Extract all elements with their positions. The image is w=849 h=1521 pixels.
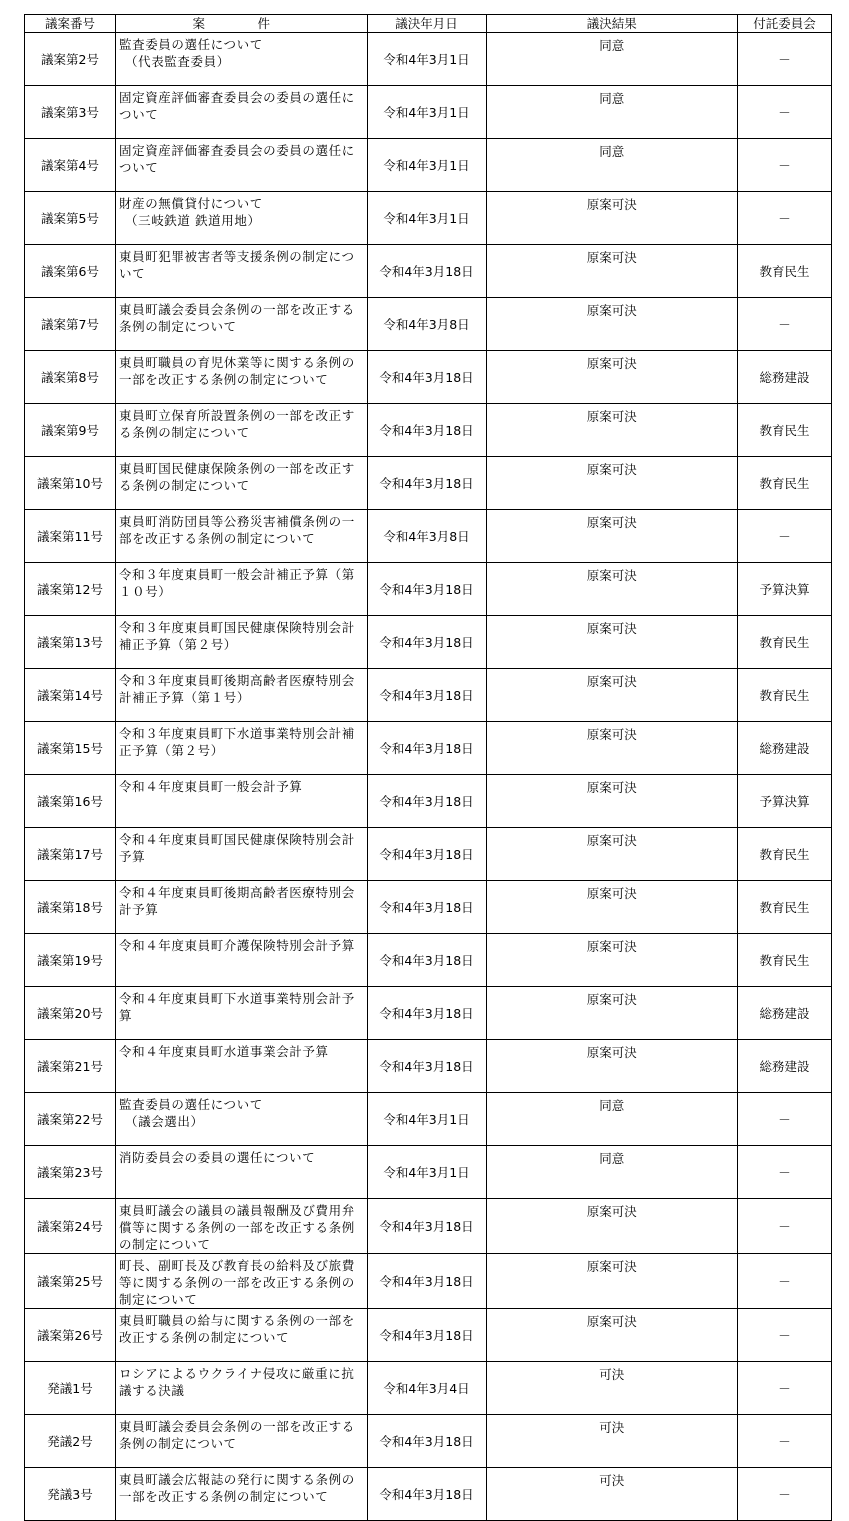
bill-number: 議案第13号	[25, 616, 116, 669]
table-row	[25, 934, 832, 987]
decision-result: 原案可決	[486, 828, 738, 881]
committee: －	[738, 1146, 832, 1199]
bill-number: 議案第26号	[25, 1309, 116, 1362]
bill-number: 議案第10号	[25, 457, 116, 510]
decision-date: 令和4年3月4日	[367, 1362, 486, 1415]
table-row	[25, 351, 832, 404]
bill-title: 東員町議会委員会条例の一部を改正する条例の制定について	[119, 1419, 355, 1451]
bill-title-cell	[116, 881, 368, 934]
bill-title: 東員町職員の給与に関する条例の一部を改正する条例の制定について	[119, 1313, 355, 1345]
decision-date: 令和4年3月18日	[367, 669, 486, 722]
bill-title-cell	[116, 86, 368, 139]
header-row	[25, 15, 832, 33]
table-row	[25, 987, 832, 1040]
bill-title-cell	[116, 1040, 368, 1093]
decision-result: 原案可決	[486, 192, 738, 245]
bill-title-cell	[116, 722, 368, 775]
bill-number: 議案第22号	[25, 1093, 116, 1146]
bill-title-cell	[116, 1415, 368, 1468]
bill-title-cell	[116, 192, 368, 245]
bill-number: 議案第4号	[25, 139, 116, 192]
header-committee: 付託委員会	[738, 15, 832, 33]
decision-result: 原案可決	[486, 722, 738, 775]
table-row	[25, 881, 832, 934]
bill-title: 東員町消防団員等公務災害補償条例の一部を改正する条例の制定について	[119, 514, 355, 546]
header-date: 議決年月日	[367, 15, 486, 33]
bill-title: 令和４年度東員町国民健康保険特別会計予算	[119, 832, 355, 864]
bill-title: 令和３年度東員町下水道事業特別会計補正予算（第２号）	[119, 726, 355, 758]
decision-date: 令和4年3月18日	[367, 351, 486, 404]
table-row	[25, 298, 832, 351]
table-row	[25, 1415, 832, 1468]
bill-title: 令和４年度東員町水道事業会計予算	[119, 1044, 329, 1059]
bill-title-cell	[116, 1199, 368, 1254]
decision-date: 令和4年3月1日	[367, 33, 486, 86]
bill-subtitle: （三岐鉄道 鉄道用地）	[125, 213, 261, 228]
decision-date: 令和4年3月18日	[367, 881, 486, 934]
bill-title: 町長、副町長及び教育長の給料及び旅費等に関する条例の一部を改正する条例の制定について	[119, 1258, 355, 1307]
bill-title: 監査委員の選任について	[119, 37, 263, 52]
bill-title: 東員町議会委員会条例の一部を改正する条例の制定について	[119, 302, 355, 334]
committee: 教育民生	[738, 828, 832, 881]
table-row	[25, 775, 832, 828]
table-row	[25, 1254, 832, 1309]
decision-result: 原案可決	[486, 987, 738, 1040]
bill-title: 東員町職員の育児休業等に関する条例の一部を改正する条例の制定について	[119, 355, 355, 387]
bill-title: 令和３年度東員町国民健康保険特別会計補正予算（第２号）	[119, 620, 355, 652]
decision-result: 同意	[486, 1146, 738, 1199]
decision-date: 令和4年3月1日	[367, 1093, 486, 1146]
bill-title: 東員町議会の議員の議員報酬及び費用弁償等に関する条例の一部を改正する条例の制定について	[119, 1203, 355, 1252]
bill-title-cell	[116, 1309, 368, 1362]
bill-number: 発議3号	[25, 1468, 116, 1521]
decision-result: 原案可決	[486, 881, 738, 934]
table-row	[25, 139, 832, 192]
bill-title-cell	[116, 33, 368, 86]
decision-date: 令和4年3月18日	[367, 457, 486, 510]
table-row	[25, 1199, 832, 1254]
table-row	[25, 245, 832, 298]
bill-title: 令和４年度東員町一般会計予算	[119, 779, 303, 794]
decision-result: 原案可決	[486, 563, 738, 616]
table-row	[25, 1093, 832, 1146]
committee: 教育民生	[738, 616, 832, 669]
decision-result: 原案可決	[486, 1040, 738, 1093]
bills-table	[24, 14, 832, 1521]
bill-title: 財産の無償貸付について	[119, 196, 263, 211]
bill-title: 東員町犯罪被害者等支援条例の制定について	[119, 249, 355, 281]
committee: 教育民生	[738, 404, 832, 457]
bill-number: 議案第6号	[25, 245, 116, 298]
committee: －	[738, 1309, 832, 1362]
bill-title: 監査委員の選任について	[119, 1097, 263, 1112]
header-number: 議案番号	[25, 15, 116, 33]
decision-date: 令和4年3月18日	[367, 828, 486, 881]
table-row	[25, 1040, 832, 1093]
bill-title: 東員町議会広報誌の発行に関する条例の一部を改正する条例の制定について	[119, 1472, 355, 1504]
bill-number: 議案第2号	[25, 33, 116, 86]
decision-result: 同意	[486, 86, 738, 139]
bill-title-cell	[116, 1146, 368, 1199]
bill-title-cell	[116, 1362, 368, 1415]
committee: －	[738, 298, 832, 351]
bill-title: 消防委員会の委員の選任について	[119, 1150, 316, 1165]
bill-number: 議案第5号	[25, 192, 116, 245]
bill-number: 議案第3号	[25, 86, 116, 139]
committee: －	[738, 86, 832, 139]
bill-title: 東員町国民健康保険条例の一部を改正する条例の制定について	[119, 461, 355, 493]
table-row	[25, 722, 832, 775]
bill-title: 東員町立保育所設置条例の一部を改正する条例の制定について	[119, 408, 355, 440]
bill-title-cell	[116, 245, 368, 298]
bill-title-cell	[116, 1093, 368, 1146]
bill-title-cell	[116, 298, 368, 351]
decision-result: 可決	[486, 1468, 738, 1521]
bill-title-cell	[116, 351, 368, 404]
decision-date: 令和4年3月18日	[367, 404, 486, 457]
decision-result: 原案可決	[486, 298, 738, 351]
bill-title: 固定資産評価審査委員会の委員の選任について	[119, 143, 355, 175]
committee: －	[738, 192, 832, 245]
bill-title: 令和３年度東員町一般会計補正予算（第１０号）	[119, 567, 355, 599]
header-result: 議決結果	[486, 15, 738, 33]
bill-number: 議案第17号	[25, 828, 116, 881]
bill-number: 議案第18号	[25, 881, 116, 934]
decision-date: 令和4年3月18日	[367, 775, 486, 828]
decision-date: 令和4年3月18日	[367, 722, 486, 775]
bill-title: 固定資産評価審査委員会の委員の選任について	[119, 90, 355, 122]
decision-result: 可決	[486, 1362, 738, 1415]
decision-result: 原案可決	[486, 669, 738, 722]
table-row	[25, 86, 832, 139]
table-row	[25, 1468, 832, 1521]
decision-date: 令和4年3月8日	[367, 298, 486, 351]
bill-title-cell	[116, 563, 368, 616]
committee: 総務建設	[738, 1040, 832, 1093]
committee: 総務建設	[738, 351, 832, 404]
decision-result: 原案可決	[486, 510, 738, 563]
bill-title-cell	[116, 669, 368, 722]
bill-title-cell	[116, 775, 368, 828]
decision-date: 令和4年3月18日	[367, 245, 486, 298]
table-row	[25, 1362, 832, 1415]
committee: －	[738, 33, 832, 86]
bill-number: 議案第9号	[25, 404, 116, 457]
decision-date: 令和4年3月18日	[367, 1199, 486, 1254]
decision-date: 令和4年3月8日	[367, 510, 486, 563]
bill-number: 議案第19号	[25, 934, 116, 987]
bill-title-cell	[116, 457, 368, 510]
table-body	[25, 33, 832, 1521]
decision-result: 原案可決	[486, 457, 738, 510]
committee: 総務建設	[738, 722, 832, 775]
committee: 予算決算	[738, 563, 832, 616]
bill-number: 発議2号	[25, 1415, 116, 1468]
table-row	[25, 828, 832, 881]
decision-date: 令和4年3月1日	[367, 139, 486, 192]
decision-date: 令和4年3月1日	[367, 1146, 486, 1199]
committee: 教育民生	[738, 457, 832, 510]
decision-result: 可決	[486, 1415, 738, 1468]
bill-title-cell	[116, 510, 368, 563]
decision-date: 令和4年3月18日	[367, 1468, 486, 1521]
committee: 教育民生	[738, 245, 832, 298]
bill-number: 議案第7号	[25, 298, 116, 351]
table-row	[25, 563, 832, 616]
decision-date: 令和4年3月18日	[367, 616, 486, 669]
bill-title: ロシアによるウクライナ侵攻に厳重に抗議する決議	[119, 1366, 355, 1398]
committee: 教育民生	[738, 881, 832, 934]
bill-title: 令和４年度東員町下水道事業特別会計予算	[119, 991, 355, 1023]
decision-result: 原案可決	[486, 1199, 738, 1254]
bill-title-cell	[116, 139, 368, 192]
bill-number: 議案第8号	[25, 351, 116, 404]
committee: －	[738, 1415, 832, 1468]
bill-number: 議案第14号	[25, 669, 116, 722]
committee: 予算決算	[738, 775, 832, 828]
decision-result: 原案可決	[486, 616, 738, 669]
decision-date: 令和4年3月1日	[367, 192, 486, 245]
decision-date: 令和4年3月18日	[367, 934, 486, 987]
table-row	[25, 33, 832, 86]
committee: 総務建設	[738, 987, 832, 1040]
committee: 教育民生	[738, 669, 832, 722]
decision-result: 原案可決	[486, 1254, 738, 1309]
bill-title-cell	[116, 1468, 368, 1521]
bill-title-cell	[116, 828, 368, 881]
table-row	[25, 404, 832, 457]
bill-number: 議案第23号	[25, 1146, 116, 1199]
bill-title-cell	[116, 404, 368, 457]
bill-number: 議案第20号	[25, 987, 116, 1040]
decision-result: 原案可決	[486, 775, 738, 828]
decision-result: 原案可決	[486, 1309, 738, 1362]
committee: 教育民生	[738, 934, 832, 987]
bill-number: 議案第25号	[25, 1254, 116, 1309]
bill-title: 令和４年度東員町介護保険特別会計予算	[119, 938, 355, 953]
bill-number: 議案第24号	[25, 1199, 116, 1254]
committee: －	[738, 1093, 832, 1146]
bill-title-cell	[116, 1254, 368, 1309]
table-row	[25, 510, 832, 563]
committee: －	[738, 1199, 832, 1254]
table-row	[25, 1309, 832, 1362]
bill-title-cell	[116, 934, 368, 987]
decision-date: 令和4年3月18日	[367, 563, 486, 616]
decision-date: 令和4年3月18日	[367, 1040, 486, 1093]
header-title	[116, 15, 368, 33]
decision-date: 令和4年3月18日	[367, 1254, 486, 1309]
bill-number: 議案第12号	[25, 563, 116, 616]
committee: －	[738, 1468, 832, 1521]
table-row	[25, 457, 832, 510]
table-row	[25, 1146, 832, 1199]
decision-result: 同意	[486, 139, 738, 192]
table-row	[25, 192, 832, 245]
decision-result: 原案可決	[486, 351, 738, 404]
decision-result: 原案可決	[486, 934, 738, 987]
committee: －	[738, 1254, 832, 1309]
bill-title-cell	[116, 987, 368, 1040]
decision-date: 令和4年3月1日	[367, 86, 486, 139]
decision-result: 同意	[486, 33, 738, 86]
committee: －	[738, 1362, 832, 1415]
bill-number: 議案第16号	[25, 775, 116, 828]
committee: －	[738, 510, 832, 563]
bill-title: 令和３年度東員町後期高齢者医療特別会計補正予算（第１号）	[119, 673, 355, 705]
bill-number: 議案第11号	[25, 510, 116, 563]
bill-title-cell	[116, 616, 368, 669]
bill-number: 議案第15号	[25, 722, 116, 775]
decision-result: 同意	[486, 1093, 738, 1146]
committee: －	[738, 139, 832, 192]
decision-date: 令和4年3月18日	[367, 1415, 486, 1468]
decision-date: 令和4年3月18日	[367, 987, 486, 1040]
bill-title: 令和４年度東員町後期高齢者医療特別会計予算	[119, 885, 355, 917]
bill-number: 発議1号	[25, 1362, 116, 1415]
bill-subtitle: （議会選出）	[125, 1114, 204, 1129]
decision-date: 令和4年3月18日	[367, 1309, 486, 1362]
bill-subtitle: （代表監査委員）	[125, 54, 230, 69]
header-title-text: 案 件	[192, 15, 290, 31]
table-row	[25, 669, 832, 722]
decision-result: 原案可決	[486, 245, 738, 298]
bill-number: 議案第21号	[25, 1040, 116, 1093]
decision-result: 原案可決	[486, 404, 738, 457]
table-row	[25, 616, 832, 669]
